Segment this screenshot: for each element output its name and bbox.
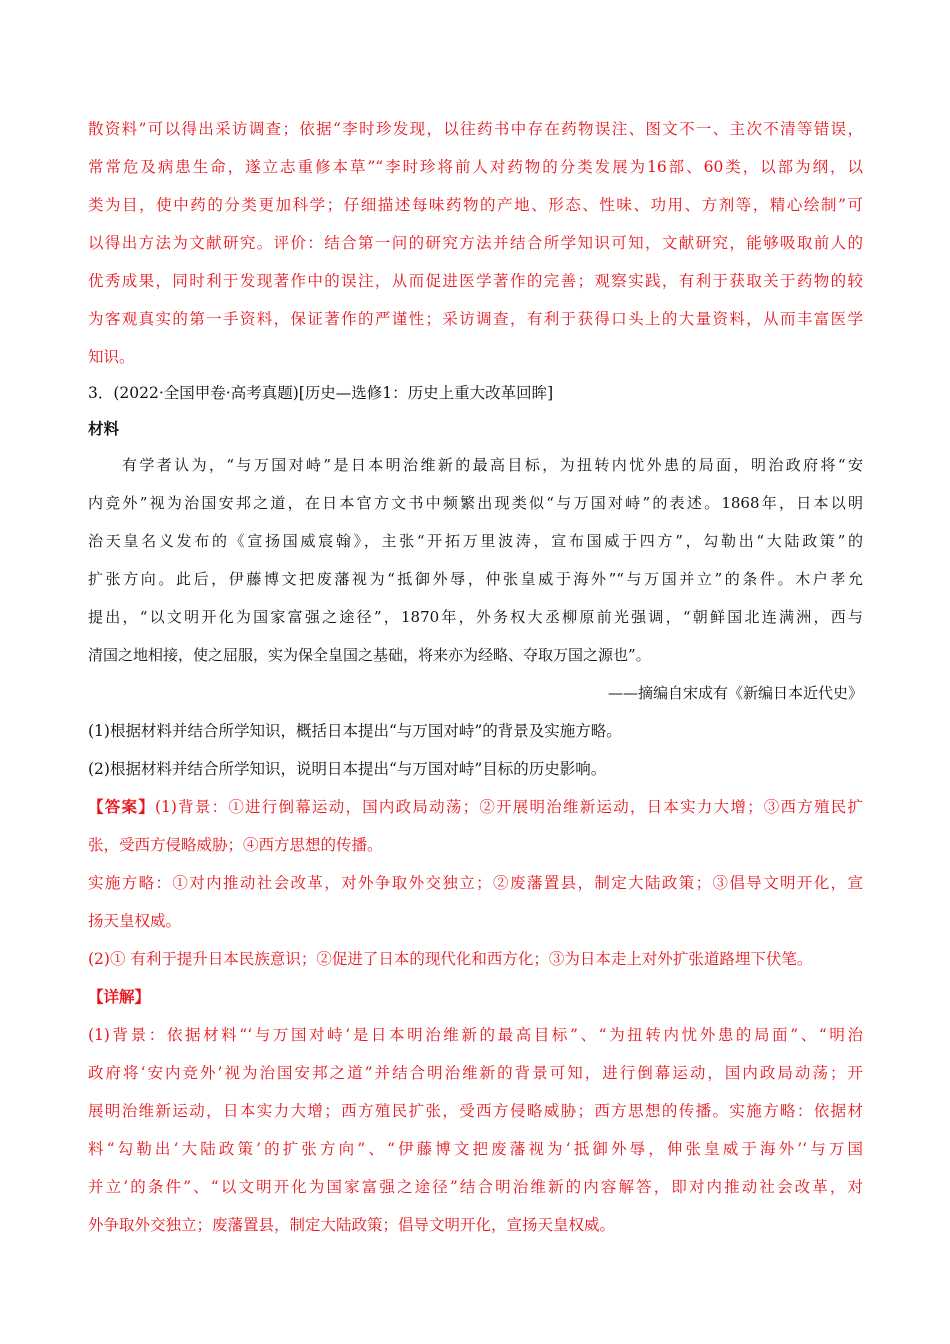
answer-line	[88, 788, 863, 826]
analysis-line: 散资料”可以得出采访调查；依据“李时珍发现，以往药书中存在药物误注、图文不一、主次不清等错误，	[88, 120, 863, 138]
material-source: ——摘编自宋成有《新编日本近代史》	[607, 684, 863, 702]
answer-line: (2)① 有利于提升日本民族意识；②促进了日本的现代化和西方化；③为日本走上对外扩张道路埋下伏笔。	[88, 950, 813, 968]
analysis-line: 知识。	[88, 348, 135, 366]
sub-question-2: (2)根据材料并结合所学知识，说明日本提出“与万国对峙”目标的历史影响。	[88, 760, 607, 778]
analysis-line: 优秀成果，同时利于发现著作中的误注，从而促进医学著作的完善；观察实践，有利于获取关于药物的较	[88, 272, 863, 290]
material-line: 治天皇名义发布的《宣扬国威宸翰》，主张“开拓万里波涛，宣布国威于四方”，勾勒出“大陆政策”的	[88, 532, 863, 550]
previous-analysis	[88, 110, 863, 376]
answer-line: 张，受西方侵略威胁；④西方思想的传播。	[88, 836, 383, 854]
detail-line: 外争取外交独立；废藩置县，制定大陆政策；倡导文明开化，宣扬天皇权威。	[88, 1216, 616, 1234]
detail-line: 料“勾勒出‘大陆政策’的扩张方向”、“伊藤博文把废藩视为‘抵御外辱，伸张皇威于海外’‘与万国	[88, 1140, 863, 1158]
analysis-line: 以得出方法为文献研究。评价：结合第一问的研究方法并结合所学知识可知，文献研究，能够吸取前人的	[88, 234, 863, 252]
material-line: 提出，“以文明开化为国家富强之途径”，1870年，外务权大丞柳原前光强调，“朝鲜国北连满洲，西与	[88, 608, 863, 626]
document-page	[88, 110, 863, 1244]
detail-line: 展明治维新运动，日本实力大增；西方殖民扩张，受西方侵略威胁；西方思想的传播。实施方略：依据材	[88, 1102, 863, 1120]
answer-text: (1)背景：①进行倒幕运动，国内政局动荡；②开展明治维新运动，日本实力大增；③西方殖民扩	[154, 798, 863, 816]
detail-line: 政府将‘安内竞外’视为治国安邦之道”并结合明治维新的背景可知，进行倒幕运动，国内政局动荡；开	[88, 1064, 863, 1082]
analysis-line: 类为目，使中药的分类更加科学；仔细描述每味药物的产地、形态、性味、功用、方剂等，精心绘制”可	[88, 196, 863, 214]
answer-line: 实施方略：①对内推动社会改革，对外争取外交独立；②废藩置县，制定大陆政策；③倡导文明开化，宣	[88, 874, 863, 892]
detail-line: (1)背景：依据材料“‘与万国对峙’是日本明治维新的最高目标”、“为扭转内忧外患的局面”、“明治	[88, 1026, 863, 1044]
analysis-line: 为客观真实的第一手资料，保证著作的严谨性；采访调查，有利于获得口头上的大量资料，从而丰富医学	[88, 310, 863, 328]
material-text	[88, 446, 863, 712]
answer-section	[88, 788, 863, 978]
answer-label: 【答案】	[88, 797, 155, 816]
detail-section	[88, 978, 863, 1244]
detail-line: 并立’的条件”、“以文明开化为国家富强之途径”结合明治维新的内容解答，即对内推动社会改革，对	[88, 1178, 863, 1196]
material-line: 清国之地相接，使之屈服，实为保全皇国之基础，将来亦为经略、夺取万国之源也”。	[88, 646, 651, 664]
analysis-line: 常常危及病患生命，遂立志重修本草”“李时珍将前人对药物的分类发展为16部、60类，以部为纲，以	[88, 158, 863, 176]
detail-label: 【详解】	[88, 987, 151, 1006]
answer-line: 扬天皇权威。	[88, 912, 182, 930]
question-heading: 3．(2022·全国甲卷·高考真题)[历史—选修1：历史上重大改革回眸]	[88, 384, 554, 402]
sub-question-1: (1)根据材料并结合所学知识，概括日本提出“与万国对峙”的背景及实施方略。	[88, 722, 622, 740]
material-label: 材料	[88, 419, 120, 438]
material-line: 有学者认为，“与万国对峙”是日本明治维新的最高目标，为扭转内忧外患的局面，明治政府将“安	[122, 456, 863, 474]
material-line: 扩张方向。此后，伊藤博文把废藩视为“抵御外辱，仲张皇威于海外”“与万国并立”的条件。木户孝允	[88, 570, 863, 588]
material-line: 内竞外”视为治国安邦之道，在日本官方文书中频繁出现类似“与万国对峙”的表述。1868年，日本以明	[88, 494, 863, 512]
